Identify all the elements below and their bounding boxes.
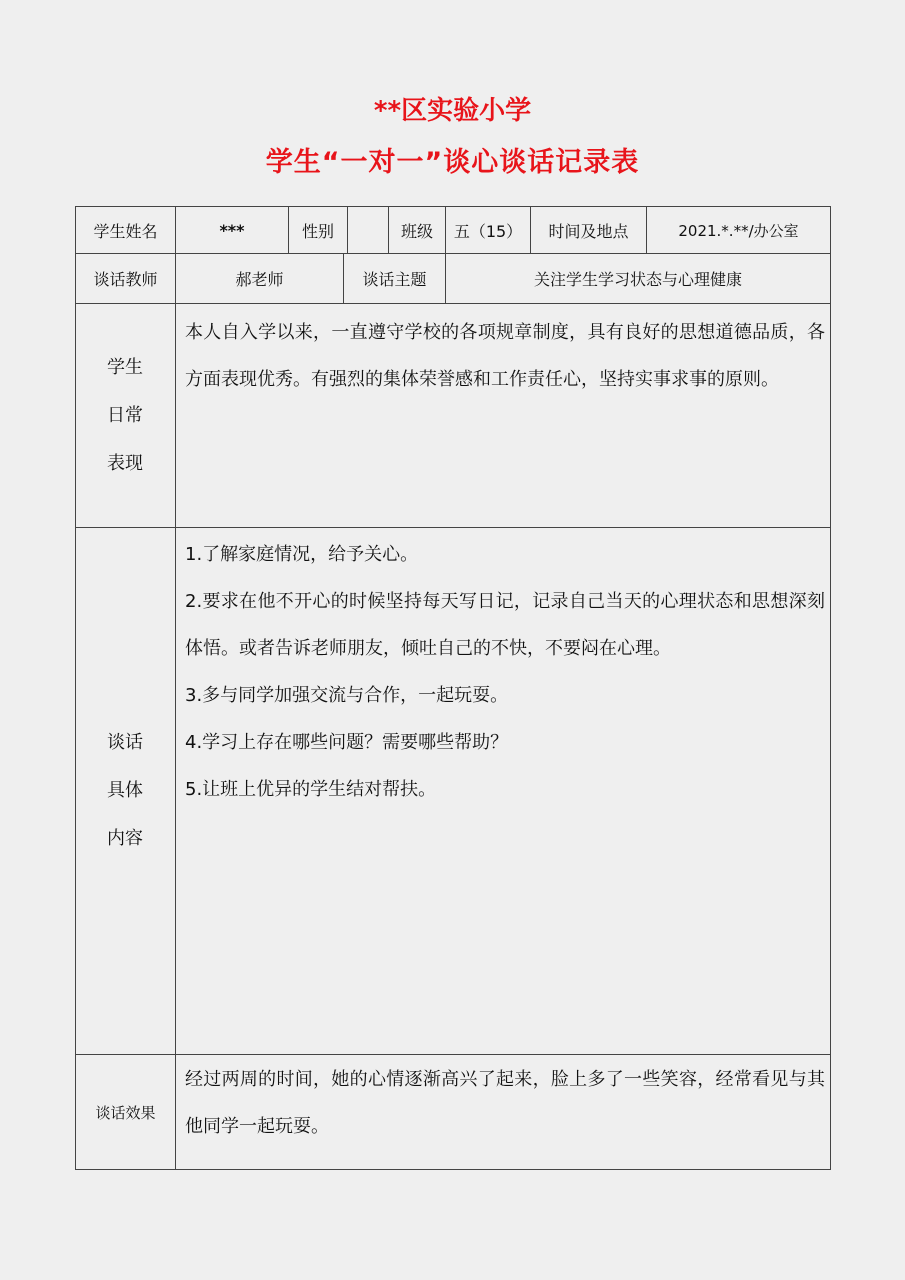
- student-name-label: 学生姓名: [93, 221, 158, 241]
- gender-label: 性别: [301, 221, 334, 241]
- student-name-value: ***: [219, 220, 245, 240]
- row-divider: [75, 527, 831, 528]
- gender-value: [348, 207, 388, 253]
- daily-label-line: 学生: [107, 356, 143, 378]
- list-item: 3.多与同学加强交流与合作，一起玩耍。: [185, 685, 509, 706]
- class-label: 班级: [400, 221, 433, 241]
- daily-label-line: 表现: [107, 452, 143, 474]
- time-place-value: 2021.*.**/办公室: [678, 221, 799, 240]
- label-column-divider: [175, 206, 176, 1170]
- topic-value: 关注学生学习状态与心理健康: [533, 270, 742, 289]
- form-title: 学生“一对一”谈心谈话记录表: [265, 147, 640, 178]
- record-table: [75, 206, 831, 1170]
- teacher-value: 郝老师: [235, 270, 284, 289]
- talk-content-label: [75, 528, 175, 1054]
- daily-label-line: 日常: [107, 404, 143, 426]
- content-label-line: 内容: [107, 828, 143, 849]
- row-divider: [75, 1054, 831, 1055]
- class-value: 五（15）: [453, 221, 523, 241]
- talk-content-list: [185, 531, 825, 813]
- table-border-bottom: [75, 1169, 831, 1170]
- talk-effect-label: 谈话效果: [95, 1103, 156, 1122]
- list-item: 1.了解家庭情况，给予关心。: [185, 544, 419, 565]
- row-divider: [75, 303, 831, 304]
- time-place-label: 时间及地点: [548, 221, 629, 241]
- teacher-label: 谈话教师: [93, 270, 158, 289]
- list-item: 5.让班上优异的学生结对帮扶。: [185, 779, 437, 800]
- content-label-line: 具体: [107, 780, 143, 801]
- daily-performance-text: 本人自入学以来，一直遵守学校的各项规章制度，具有良好的思想道德品质，各方面表现优秀。有强烈的集体荣誉感和工作责任心，坚持实事求事的原则。: [185, 322, 825, 390]
- topic-label: 谈话主题: [362, 270, 427, 289]
- content-label-line: 谈话: [107, 732, 143, 753]
- table-border-right: [830, 206, 831, 1170]
- school-title: **区实验小学: [373, 96, 532, 126]
- daily-performance-label: [75, 304, 175, 527]
- list-item: 2.要求在他不开心的时候坚持每天写日记，记录自己当天的心理状态和思想深刻体悟。或者告诉老师朋友，倾吐自己的不快，不要闷在心理。: [185, 591, 825, 659]
- list-item: 4.学习上存在哪些问题？需要哪些帮助？: [185, 732, 509, 753]
- talk-effect-text: 经过两周的时间，她的心情逐渐高兴了起来，脸上多了一些笑容，经常看见与其他同学一起玩耍。: [185, 1069, 825, 1137]
